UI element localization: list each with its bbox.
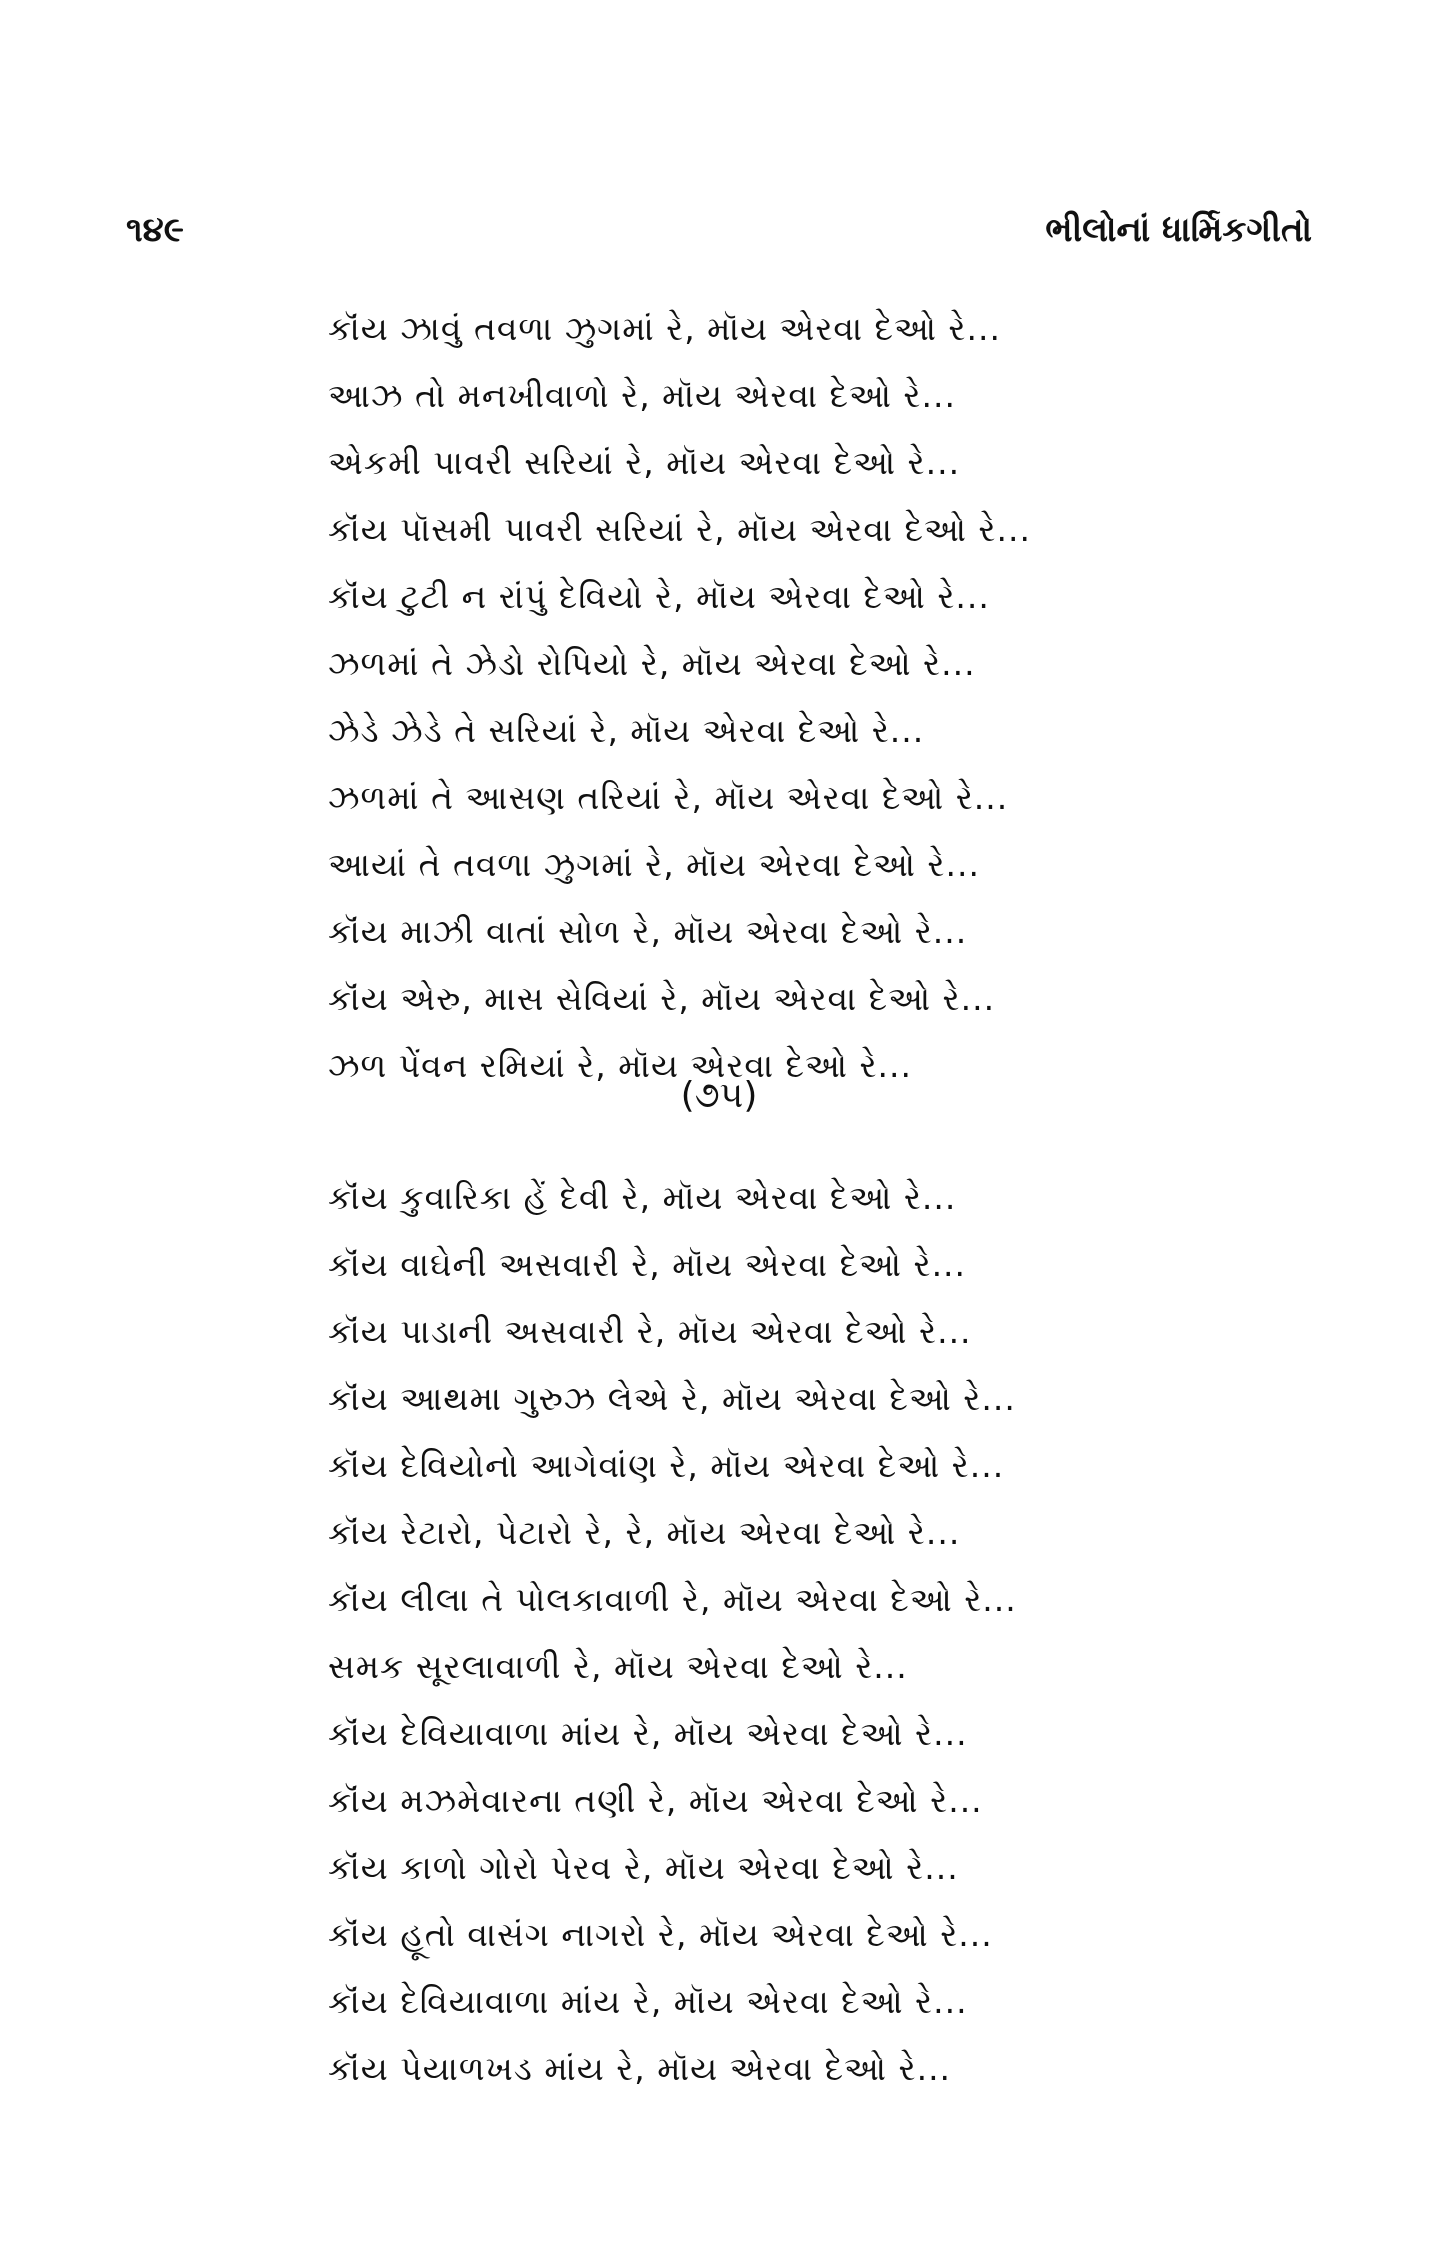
page-header (126, 200, 1312, 260)
verse-line: કૉંય પાડાની અસવારી રે, મૉય એરવા દેઓ રે... (328, 1312, 972, 1351)
verse-line: કૉંય દેવિયોનો આગેવાંણ રે, મૉય એરવા દેઓ રે... (328, 1446, 1005, 1485)
verse-block-1 (328, 295, 1148, 1099)
verse-line: કૉંય માઝી વાતાં સોળ રે, મૉય એરવા દેઓ રે... (328, 912, 968, 951)
verse-line: કૉંય મઝમેવારના તણી રે, મૉય એરવા દેઓ રે... (328, 1781, 983, 1820)
verse-line: કૉંય એરુ, માસ સેવિયાં રે, મૉય એરવા દેઓ રે... (328, 979, 996, 1018)
verse-line: કૉંય પેયાળખડ માંય રે, મૉય એરવા દેઓ રે... (328, 2049, 952, 2088)
verse-line: કૉંય કાળો ગોરો પેરવ રે, મૉય એરવા દેઓ રે... (328, 1848, 959, 1887)
verse-line: ઝળ પેંવન રમિયાં રે, મૉય એરવા દેઓ રે... (328, 1046, 913, 1085)
verse-line: ઝેડે ઝેડે તે સરિયાં રે, મૉય એરવા દેઓ રે... (328, 711, 925, 750)
verse-line: કૉંય આથમા ગુરુઝ લેએ રે, મૉય એરવા દેઓ રે... (328, 1379, 1016, 1418)
verse-line: કૉંય કુવારિકા હેં દેવી રે, મૉય એરવા દેઓ રે... (328, 1178, 957, 1217)
running-title: ભીલોનાં ધાર્મિકગીતો (1045, 210, 1312, 250)
verse-line: કૉંય લીલા તે પોલકાવાળી રે, મૉય એરવા દેઓ રે... (328, 1580, 1017, 1619)
verse-line: ઝળમાં તે ઝેડો રોપિયો રે, મૉય એરવા દેઓ રે... (328, 644, 976, 683)
verse-line: સમક સૂરલાવાળી રે, મૉય એરવા દેઓ રે... (328, 1647, 908, 1686)
verse-line: આયાં તે તવળા ઝુગમાં રે, મૉય એરવા દેઓ રે... (328, 845, 980, 884)
verse-line: કૉંય પૉસમી પાવરી સરિયાં રે, મૉય એરવા દેઓ રે... (328, 510, 1031, 549)
verse-line: કૉંય વાઘેની અસવારી રે, મૉય એરવા દેઓ રે... (328, 1245, 967, 1284)
verse-block-2 (328, 1164, 1148, 2102)
verse-line: કૉંય હૂતો વાસંગ નાગરો રે, મૉય એરવા દેઓ રે... (328, 1915, 993, 1954)
verse-line: કૉંય દેવિયાવાળા માંય રે, મૉય એરવા દેઓ રે... (328, 1714, 968, 1753)
page-number: ૧૪૯ (126, 210, 184, 250)
verse-line: ઝળમાં તે આસણ તરિયાં રે, મૉય એરવા દેઓ રે... (328, 778, 1009, 817)
verse-line: આઝ તો મનખીવાળો રે, મૉય એરવા દેઓ રે... (328, 376, 956, 415)
verse-line: કૉંય ઝાવું તવળા ઝુગમાં રે, મૉય એરવા દેઓ રે... (328, 309, 1001, 348)
section-heading: (૭૫) (680, 1075, 758, 1116)
verse-line: કૉંય રેટારો, પેટારો રે, રે, મૉય એરવા દેઓ રે... (328, 1513, 961, 1552)
verse-line: એકમી પાવરી સરિયાં રે, મૉય એરવા દેઓ રે... (328, 443, 961, 482)
verse-line: કૉંય ટુટી ન રાંપું દેવિયો રે, મૉય એરવા દેઓ રે... (328, 577, 990, 616)
verse-line: કૉંય દેવિયાવાળા માંય રે, મૉય એરવા દેઓ રે... (328, 1982, 968, 2021)
